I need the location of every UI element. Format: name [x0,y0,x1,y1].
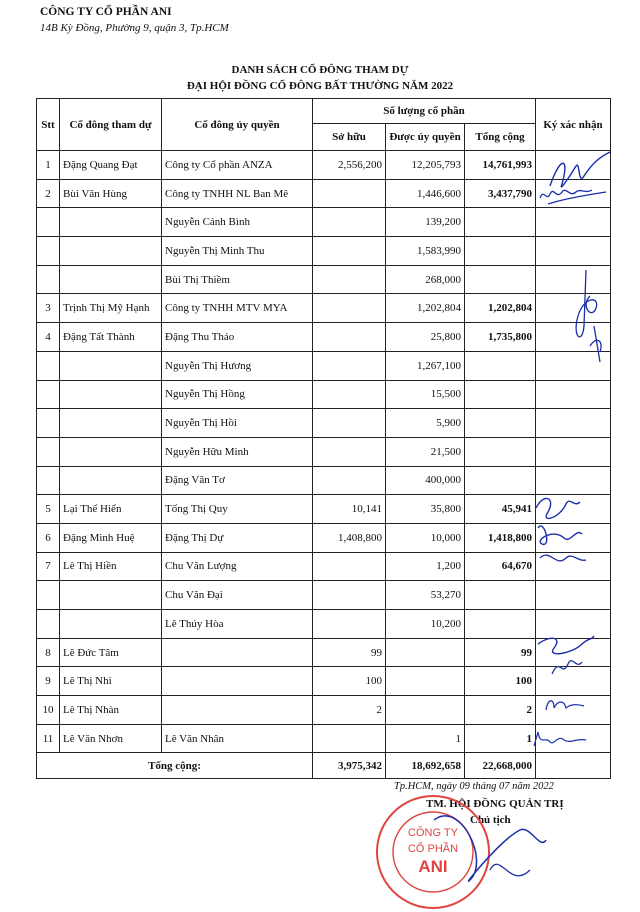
cell-owned [313,552,386,581]
cell-proxy: Công ty TNHH MTV MYA [162,294,313,323]
cell-attendee [60,466,162,495]
cell-delegated: 25,800 [386,323,465,352]
cell-owned [313,581,386,610]
document-subtitle: ĐẠI HỘI ĐỒNG CỔ ĐÔNG BẤT THƯỜNG NĂM 2022 [186,80,454,92]
cell-proxy: Đặng Thu Thảo [162,323,313,352]
cell-total: 2 [465,696,536,725]
header-stt: Stt [37,99,60,151]
cell-delegated: 1,202,804 [386,294,465,323]
cell-delegated: 1 [386,724,465,753]
cell-owned: 99 [313,638,386,667]
table-row [37,294,611,323]
cell-signature [536,380,611,409]
header-proxy: Cổ đông ủy quyền [162,99,313,151]
cell-attendee [60,610,162,639]
cell-attendee: Đặng Quang Đạt [60,151,162,180]
cell-delegated [386,667,465,696]
cell-attendee: Lê Thị Nhi [60,667,162,696]
table-row [37,523,611,552]
company-address: 14B Kỳ Đồng, Phường 9, quận 3, Tp.HCM [40,22,229,34]
cell-owned [313,351,386,380]
table-row [37,466,611,495]
table-row [37,179,611,208]
cell-total: 64,670 [465,552,536,581]
table-row [37,437,611,466]
cell-attendee: Lê Thị Hiền [60,552,162,581]
cell-stt [37,380,60,409]
cell-attendee: Trịnh Thị Mỹ Hạnh [60,294,162,323]
cell-stt [37,437,60,466]
cell-proxy: Công ty TNHH NL Ban Mê [162,179,313,208]
cell-total [465,265,536,294]
cell-attendee: Đặng Tất Thành [60,323,162,352]
cell-stt [37,208,60,237]
table-row [37,667,611,696]
signature-3 [560,266,620,366]
cell-attendee [60,581,162,610]
cell-stt: 11 [37,724,60,753]
cell-attendee [60,208,162,237]
table-row [37,495,611,524]
cell-delegated [386,696,465,725]
cell-total: 1,202,804 [465,294,536,323]
cell-total [465,208,536,237]
cell-delegated: 12,205,793 [386,151,465,180]
cell-total: 99 [465,638,536,667]
cell-delegated: 1,200 [386,552,465,581]
table-row [37,380,611,409]
cell-owned: 1,408,800 [313,523,386,552]
cell-proxy: Đặng Thị Dự [162,523,313,552]
cell-total: 1,735,800 [465,323,536,352]
totals-label: Tổng cộng: [37,753,313,779]
cell-owned: 10,141 [313,495,386,524]
cell-stt [37,265,60,294]
cell-total [465,610,536,639]
cell-proxy [162,667,313,696]
cell-attendee: Lê Thị Nhàn [60,696,162,725]
cell-owned: 2 [313,696,386,725]
cell-stt: 2 [37,179,60,208]
chairman-signature [430,800,550,894]
footer-date: Tp.HCM, ngày 09 tháng 07 năm 2022 [394,781,554,792]
cell-delegated: 1,446,600 [386,179,465,208]
cell-owned [313,208,386,237]
cell-owned [313,724,386,753]
totals-owned: 3,975,342 [313,753,386,779]
cell-stt [37,466,60,495]
table-row [37,724,611,753]
table-row [37,323,611,352]
cell-proxy: Nguyễn Cảnh Bình [162,208,313,237]
cell-attendee [60,265,162,294]
cell-total: 45,941 [465,495,536,524]
table-row [37,208,611,237]
cell-total [465,466,536,495]
cell-stt [37,409,60,438]
cell-delegated [386,638,465,667]
totals-total: 22,668,000 [465,753,536,779]
cell-proxy: Nguyễn Thị Hồi [162,409,313,438]
table-row [37,638,611,667]
signature-6 [540,694,590,716]
cell-delegated: 5,900 [386,409,465,438]
signature-7 [528,726,590,752]
cell-total: 1,418,800 [465,523,536,552]
cell-total [465,409,536,438]
table-row [37,409,611,438]
company-name: CÔNG TY CỔ PHẦN ANI [40,6,172,18]
cell-proxy: Nguyễn Hữu Minh [162,437,313,466]
cell-delegated: 15,500 [386,380,465,409]
table-row [37,237,611,266]
cell-total [465,437,536,466]
cell-proxy: Nguyễn Thị Hồng [162,380,313,409]
stamp-line2: CỔ PHẦN [407,843,459,855]
header-attendee: Cổ đông tham dự [60,99,162,151]
footer-role: TM. HỘI ĐỒNG QUẢN TRỊ [426,798,564,810]
table-row [37,581,611,610]
cell-delegated: 139,200 [386,208,465,237]
cell-proxy: Đặng Văn Tơ [162,466,313,495]
cell-stt: 9 [37,667,60,696]
header-shares-group: Số lượng cổ phần [313,99,536,124]
header-owned: Sở hữu [313,124,386,151]
cell-attendee: Đặng Minh Huệ [60,523,162,552]
cell-total: 100 [465,667,536,696]
cell-proxy: Công ty Cổ phần ANZA [162,151,313,180]
cell-stt: 6 [37,523,60,552]
cell-proxy: Chu Văn Lượng [162,552,313,581]
cell-proxy: Lê Văn Nhân [162,724,313,753]
table-body [37,151,611,779]
cell-delegated: 1,267,100 [386,351,465,380]
cell-signature [536,237,611,266]
header-signature: Ký xác nhận [536,99,611,151]
cell-total: 1 [465,724,536,753]
cell-proxy [162,638,313,667]
table-row [37,610,611,639]
cell-owned [313,610,386,639]
cell-proxy: Chu Văn Đại [162,581,313,610]
header-delegated: Được ủy quyền [386,124,465,151]
cell-owned [313,409,386,438]
cell-owned [313,237,386,266]
cell-owned [313,380,386,409]
cell-delegated: 10,200 [386,610,465,639]
cell-stt: 3 [37,294,60,323]
cell-owned [313,437,386,466]
cell-proxy: Tống Thị Quy [162,495,313,524]
cell-total [465,351,536,380]
totals-row [37,753,611,779]
cell-total [465,237,536,266]
cell-attendee: Lê Văn Nhơn [60,724,162,753]
cell-total [465,380,536,409]
table-row [37,151,611,180]
cell-delegated: 10,000 [386,523,465,552]
cell-attendee: Lê Đức Tâm [60,638,162,667]
cell-proxy: Bùi Thị Thiềm [162,265,313,294]
cell-stt [37,351,60,380]
cell-stt: 1 [37,151,60,180]
table-row [37,351,611,380]
stamp-line1: CÔNG TY [408,827,458,839]
cell-owned [313,294,386,323]
totals-signature [536,753,611,779]
cell-stt [37,610,60,639]
totals-delegated: 18,692,658 [386,753,465,779]
cell-owned [313,179,386,208]
cell-delegated: 268,000 [386,265,465,294]
cell-total [465,581,536,610]
cell-attendee [60,409,162,438]
shareholder-table [36,98,611,779]
cell-stt: 5 [37,495,60,524]
table-row [37,265,611,294]
cell-signature [536,409,611,438]
header-total: Tổng cộng [465,124,536,151]
cell-total: 14,761,993 [465,151,536,180]
cell-attendee [60,237,162,266]
table-row [37,696,611,725]
cell-stt: 8 [37,638,60,667]
cell-owned [313,466,386,495]
cell-proxy: Nguyễn Thị Minh Thu [162,237,313,266]
stamp-line3: ANI [418,857,448,876]
cell-delegated: 35,800 [386,495,465,524]
cell-attendee [60,380,162,409]
cell-stt: 10 [37,696,60,725]
cell-proxy [162,696,313,725]
cell-delegated: 400,000 [386,466,465,495]
cell-delegated: 53,270 [386,581,465,610]
cell-proxy: Nguyễn Thị Hương [162,351,313,380]
cell-delegated: 21,500 [386,437,465,466]
cell-total: 3,437,790 [465,179,536,208]
signature-5 [532,630,598,680]
table-row [37,552,611,581]
cell-stt: 4 [37,323,60,352]
cell-stt [37,581,60,610]
signature-4 [530,488,590,578]
cell-proxy: Lê Thúy Hòa [162,610,313,639]
cell-attendee: Lại Thế Hiển [60,495,162,524]
cell-attendee [60,437,162,466]
cell-signature [536,581,611,610]
document-title: DANH SÁCH CỔ ĐÔNG THAM DỰ [231,64,409,76]
cell-signature [536,437,611,466]
cell-delegated: 1,583,990 [386,237,465,266]
footer-chair: Chủ tịch [470,814,511,826]
cell-stt [37,237,60,266]
cell-stt: 7 [37,552,60,581]
cell-owned: 2,556,200 [313,151,386,180]
cell-owned [313,265,386,294]
cell-attendee [60,351,162,380]
cell-owned [313,323,386,352]
cell-attendee: Bùi Văn Hùng [60,179,162,208]
cell-owned: 100 [313,667,386,696]
signature-2 [536,180,596,210]
